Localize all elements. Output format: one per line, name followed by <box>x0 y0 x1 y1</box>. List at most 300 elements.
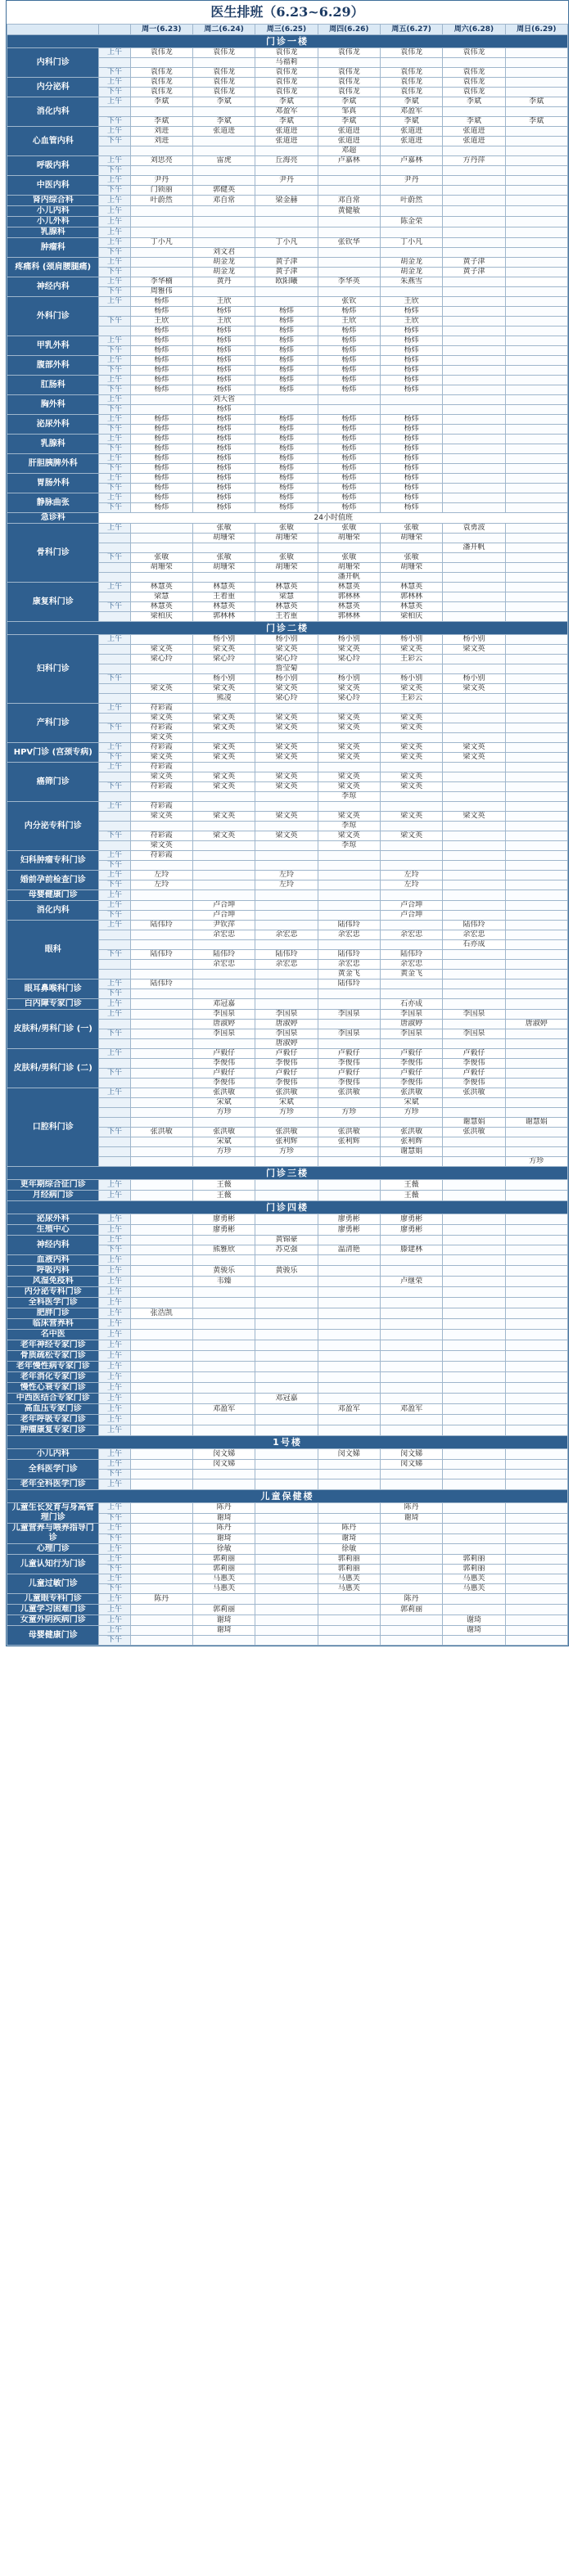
doctor-cell <box>505 664 567 674</box>
department-name: 胃肠外科 <box>7 474 99 493</box>
doctor-cell: 杨炜 <box>130 435 192 444</box>
doctor-cell <box>130 248 192 258</box>
doctor-cell: 杨炜 <box>380 327 442 336</box>
doctor-cell: 李俊伟 <box>443 1079 505 1088</box>
doctor-cell <box>443 1245 505 1255</box>
time-period <box>99 733 130 743</box>
doctor-cell <box>505 635 567 645</box>
doctor-cell: 方珍 <box>255 1147 318 1157</box>
doctor-cell: 杨小别 <box>443 635 505 645</box>
doctor-cell: 梁文英 <box>130 645 192 655</box>
doctor-cell <box>380 861 442 871</box>
doctor-cell: 宋斌 <box>380 1098 442 1108</box>
time-period <box>99 543 130 553</box>
doctor-cell <box>505 107 567 117</box>
doctor-cell <box>443 861 505 871</box>
schedule-row <box>7 277 568 287</box>
time-period: 下午 <box>99 385 130 395</box>
doctor-cell: 梁文英 <box>192 723 255 733</box>
time-period: 下午 <box>99 723 130 733</box>
doctor-cell: 陆伟玲 <box>130 950 192 960</box>
doctor-cell: 杨小别 <box>380 635 442 645</box>
doctor-cell <box>192 1415 255 1425</box>
doctor-cell: 张利辉 <box>380 1137 442 1147</box>
time-period: 上午 <box>99 176 130 186</box>
doctor-cell: 杨炜 <box>380 425 442 435</box>
doctor-cell: 郭林林 <box>192 612 255 622</box>
doctor-cell <box>192 287 255 297</box>
doctor-cell <box>255 248 318 258</box>
doctor-cell <box>443 327 505 336</box>
doctor-cell <box>380 841 442 851</box>
day-header: 周四(6.26) <box>318 25 380 35</box>
doctor-cell <box>443 1108 505 1118</box>
doctor-cell: 袁伟龙 <box>380 68 442 78</box>
doctor-cell <box>192 1594 255 1605</box>
schedule-row <box>7 1330 568 1340</box>
doctor-cell: 叶蔚然 <box>380 196 442 206</box>
doctor-cell: 杨炜 <box>255 435 318 444</box>
doctor-cell: 陈金荣 <box>380 217 442 227</box>
doctor-cell <box>443 1479 505 1490</box>
doctor-cell <box>505 871 567 880</box>
schedule-row <box>7 217 568 227</box>
doctor-cell: 袁伟龙 <box>443 78 505 88</box>
department-name: 儿童认知行为门诊 <box>7 1555 99 1574</box>
doctor-cell <box>192 1340 255 1351</box>
section-title: 1号楼 <box>7 1436 568 1449</box>
doctor-cell <box>255 146 318 156</box>
doctor-cell <box>318 1039 380 1049</box>
doctor-cell <box>443 454 505 464</box>
doctor-cell <box>255 1470 318 1479</box>
time-period: 上午 <box>99 97 130 107</box>
doctor-cell <box>443 1287 505 1298</box>
doctor-cell <box>380 405 442 415</box>
doctor-cell <box>255 1404 318 1415</box>
doctor-cell: 方珍 <box>192 1108 255 1118</box>
doctor-cell: 杨炜 <box>255 474 318 484</box>
time-period <box>99 327 130 336</box>
doctor-cell: 刘思亮 <box>130 156 192 166</box>
doctor-cell: 符彩霞 <box>130 743 192 753</box>
doctor-cell <box>130 1157 192 1167</box>
doctor-cell <box>192 851 255 861</box>
doctor-cell <box>255 1555 318 1565</box>
doctor-cell: 梁文英 <box>192 684 255 694</box>
doctor-cell: 梁文英 <box>380 772 442 782</box>
time-period: 上午 <box>99 1626 130 1636</box>
doctor-cell <box>130 1574 192 1584</box>
doctor-cell: 马惠芙 <box>192 1574 255 1584</box>
doctor-cell <box>505 68 567 78</box>
doctor-cell: 梁柏庆 <box>130 612 192 622</box>
doctor-cell: 李斌 <box>380 97 442 107</box>
doctor-cell <box>255 921 318 930</box>
doctor-cell: 梁心玲 <box>318 655 380 664</box>
doctor-cell <box>380 1626 442 1636</box>
department-name: 儿童学习困难门诊 <box>7 1605 99 1615</box>
doctor-cell <box>130 1029 192 1039</box>
time-period: 上午 <box>99 921 130 930</box>
time-period: 上午 <box>99 474 130 484</box>
doctor-cell: 张敏 <box>318 553 380 563</box>
department-name: 消化内科 <box>7 901 99 921</box>
doctor-cell <box>318 1460 380 1470</box>
doctor-cell: 李斌 <box>255 117 318 127</box>
doctor-cell <box>130 1266 192 1277</box>
doctor-cell <box>380 763 442 772</box>
doctor-cell <box>505 1330 567 1340</box>
doctor-cell: 张道进 <box>318 127 380 137</box>
time-period: 上午 <box>99 356 130 366</box>
doctor-cell: 韦臻 <box>192 1277 255 1287</box>
time-period: 上午 <box>99 1503 130 1514</box>
doctor-cell <box>255 1298 318 1308</box>
schedule-row <box>7 871 568 880</box>
doctor-cell <box>505 534 567 543</box>
doctor-cell <box>505 297 567 307</box>
schedule-row <box>7 336 568 346</box>
day-header: 周二(6.24) <box>192 25 255 35</box>
doctor-cell: 刘进 <box>130 137 192 146</box>
doctor-cell <box>505 861 567 871</box>
doctor-cell: 尹丹 <box>130 176 192 186</box>
schedule-row <box>7 1415 568 1425</box>
doctor-cell <box>318 1191 380 1201</box>
doctor-cell <box>443 166 505 176</box>
doctor-cell: 李国泉 <box>443 1010 505 1020</box>
doctor-cell: 梁心玲 <box>318 694 380 704</box>
doctor-cell: 余宏忠 <box>255 960 318 970</box>
doctor-cell <box>255 890 318 901</box>
doctor-cell: 杨炜 <box>192 464 255 474</box>
doctor-cell <box>505 822 567 831</box>
doctor-cell <box>192 227 255 238</box>
doctor-cell: 张洪敏 <box>255 1128 318 1137</box>
doctor-cell <box>130 395 192 405</box>
doctor-cell: 陈丹 <box>380 1503 442 1514</box>
time-period: 下午 <box>99 268 130 277</box>
doctor-cell: 张钦 <box>318 297 380 307</box>
doctor-cell <box>443 484 505 493</box>
department-name: 泌尿外科 <box>7 1214 99 1225</box>
department-name: 消化内科 <box>7 97 99 127</box>
doctor-cell: 杨炜 <box>130 297 192 307</box>
doctor-cell <box>505 206 567 217</box>
doctor-cell <box>192 1470 255 1479</box>
doctor-cell <box>505 655 567 664</box>
doctor-cell <box>380 733 442 743</box>
doctor-cell: 胡金龙 <box>380 258 442 268</box>
doctor-cell <box>505 1088 567 1098</box>
doctor-cell <box>443 186 505 196</box>
doctor-cell: 李斌 <box>130 97 192 107</box>
doctor-cell <box>255 999 318 1010</box>
doctor-cell <box>443 336 505 346</box>
doctor-cell <box>443 1098 505 1108</box>
doctor-cell <box>505 146 567 156</box>
doctor-cell <box>130 1049 192 1059</box>
doctor-cell: 郭健英 <box>192 186 255 196</box>
doctor-cell: 郭莉丽 <box>380 1605 442 1615</box>
schedule-row <box>7 1362 568 1372</box>
doctor-cell: 张洪敏 <box>443 1128 505 1137</box>
doctor-cell <box>443 553 505 563</box>
doctor-cell <box>505 1191 567 1201</box>
time-period: 上午 <box>99 415 130 425</box>
doctor-cell: 左玲 <box>380 880 442 890</box>
doctor-cell <box>443 1214 505 1225</box>
doctor-cell <box>505 880 567 890</box>
doctor-cell: 杨炜 <box>192 503 255 513</box>
doctor-cell <box>443 901 505 911</box>
doctor-cell: 梁文英 <box>255 812 318 822</box>
doctor-cell <box>130 1555 192 1565</box>
time-period <box>99 694 130 704</box>
department-name: 儿童营养与喂养指导门诊 <box>7 1524 99 1544</box>
doctor-cell: 余宏忠 <box>380 930 442 940</box>
doctor-cell <box>505 1626 567 1636</box>
doctor-cell: 谢琦 <box>318 1533 380 1544</box>
doctor-cell <box>443 196 505 206</box>
time-period: 上午 <box>99 1425 130 1436</box>
doctor-cell <box>505 782 567 792</box>
department-name: 神经内科 <box>7 277 99 297</box>
doctor-cell: 杨炜 <box>380 415 442 425</box>
doctor-cell <box>130 1362 192 1372</box>
doctor-cell <box>505 1615 567 1626</box>
department-name: 眼科 <box>7 921 99 980</box>
time-period: 下午 <box>99 405 130 415</box>
doctor-cell: 梁文英 <box>318 645 380 655</box>
time-period: 上午 <box>99 1415 130 1425</box>
department-name: 月经病门诊 <box>7 1191 99 1201</box>
doctor-cell <box>130 1470 192 1479</box>
doctor-cell <box>380 1533 442 1544</box>
doctor-cell <box>380 1308 442 1319</box>
doctor-cell <box>318 1605 380 1615</box>
doctor-cell <box>255 851 318 861</box>
doctor-cell <box>255 1584 318 1594</box>
department-name: 生殖中心 <box>7 1225 99 1236</box>
doctor-cell <box>505 602 567 612</box>
doctor-cell <box>505 336 567 346</box>
doctor-cell <box>443 911 505 921</box>
doctor-cell <box>505 356 567 366</box>
doctor-cell <box>505 1308 567 1319</box>
doctor-cell <box>505 812 567 822</box>
doctor-cell <box>443 563 505 573</box>
doctor-cell: 李琼 <box>318 841 380 851</box>
schedule-row <box>7 454 568 464</box>
doctor-cell: 王欣 <box>192 297 255 307</box>
schedule-row <box>7 435 568 444</box>
doctor-cell <box>380 1383 442 1394</box>
doctor-cell: 杨炜 <box>318 425 380 435</box>
time-period: 上午 <box>99 1340 130 1351</box>
doctor-cell: 郭莉丽 <box>443 1555 505 1565</box>
doctor-cell <box>443 307 505 317</box>
doctor-cell <box>505 960 567 970</box>
doctor-cell: 张洪敏 <box>318 1128 380 1137</box>
doctor-cell: 廖勇彬 <box>318 1214 380 1225</box>
doctor-cell <box>192 861 255 871</box>
doctor-cell <box>130 890 192 901</box>
doctor-cell <box>255 1362 318 1372</box>
doctor-cell <box>443 227 505 238</box>
doctor-cell: 左玲 <box>255 880 318 890</box>
time-period: 上午 <box>99 1088 130 1098</box>
doctor-cell <box>505 277 567 287</box>
doctor-cell <box>192 1298 255 1308</box>
doctor-cell <box>505 1415 567 1425</box>
doctor-cell: 杨炜 <box>380 454 442 464</box>
doctor-cell <box>318 802 380 812</box>
header-blank <box>7 25 99 35</box>
doctor-cell <box>255 980 318 989</box>
schedule-row <box>7 921 568 930</box>
doctor-cell <box>318 1503 380 1514</box>
doctor-cell: 潘开帆 <box>443 543 505 553</box>
doctor-cell: 李斌 <box>255 97 318 107</box>
doctor-cell <box>443 1277 505 1287</box>
doctor-cell <box>505 1372 567 1383</box>
doctor-cell: 袁伟龙 <box>318 68 380 78</box>
department-name: 名中医 <box>7 1330 99 1340</box>
schedule-row <box>7 1266 568 1277</box>
doctor-cell <box>318 1255 380 1266</box>
doctor-cell <box>255 1330 318 1340</box>
time-period <box>99 684 130 694</box>
doctor-cell: 尹钦萍 <box>192 921 255 930</box>
time-period <box>99 792 130 802</box>
doctor-cell <box>505 1147 567 1157</box>
doctor-cell: 杨炜 <box>130 346 192 356</box>
doctor-cell <box>255 1533 318 1544</box>
doctor-cell <box>505 493 567 503</box>
doctor-cell <box>130 999 192 1010</box>
schedule-row <box>7 1479 568 1490</box>
time-period: 下午 <box>99 484 130 493</box>
doctor-cell: 梁文英 <box>380 831 442 841</box>
doctor-cell: 郭莉丽 <box>192 1555 255 1565</box>
doctor-cell <box>192 841 255 851</box>
doctor-cell <box>130 1214 192 1225</box>
doctor-cell <box>130 1277 192 1287</box>
time-period: 上午 <box>99 435 130 444</box>
day-header: 周五(6.27) <box>380 25 442 35</box>
doctor-cell: 杨炜 <box>318 307 380 317</box>
doctor-cell: 黄锦豪 <box>255 1236 318 1245</box>
doctor-cell: 李国泉 <box>255 1029 318 1039</box>
doctor-cell <box>318 664 380 674</box>
doctor-cell <box>130 1319 192 1330</box>
doctor-cell: 张浩凯 <box>130 1308 192 1319</box>
doctor-cell: 刘文君 <box>192 248 255 258</box>
time-period: 上午 <box>99 743 130 753</box>
doctor-cell <box>505 890 567 901</box>
doctor-cell: 卢嘉林 <box>380 156 442 166</box>
doctor-cell <box>505 1049 567 1059</box>
doctor-cell: 杨炜 <box>130 376 192 385</box>
doctor-cell <box>318 1351 380 1362</box>
doctor-cell <box>318 1394 380 1404</box>
doctor-cell: 梁慧 <box>130 592 192 602</box>
doctor-cell: 杨炜 <box>130 356 192 366</box>
doctor-cell: 卢毅仔 <box>192 1049 255 1059</box>
department-name: 泌尿外科 <box>7 415 99 435</box>
doctor-cell: 梁文英 <box>255 772 318 782</box>
doctor-cell <box>130 1626 192 1636</box>
time-period <box>99 1020 130 1029</box>
doctor-cell: 梁文英 <box>255 831 318 841</box>
doctor-cell <box>443 474 505 484</box>
doctor-cell <box>505 248 567 258</box>
doctor-cell <box>380 1636 442 1646</box>
doctor-cell: 梁文英 <box>443 645 505 655</box>
doctor-cell: 杨小别 <box>443 674 505 684</box>
time-period <box>99 1137 130 1147</box>
doctor-cell <box>505 346 567 356</box>
doctor-cell: 王彩云 <box>380 655 442 664</box>
doctor-cell <box>255 1503 318 1514</box>
doctor-cell: 杨炜 <box>192 474 255 484</box>
doctor-cell: 郭莉丽 <box>318 1565 380 1574</box>
doctor-cell: 胡金龙 <box>192 258 255 268</box>
doctor-cell: 梁文英 <box>380 753 442 763</box>
doctor-cell <box>255 1513 318 1524</box>
doctor-cell: 符彩霞 <box>130 763 192 772</box>
doctor-cell <box>255 1605 318 1615</box>
doctor-cell <box>130 1079 192 1088</box>
department-name: 小儿内科 <box>7 206 99 217</box>
doctor-cell <box>505 1351 567 1362</box>
doctor-cell <box>505 645 567 655</box>
department-name: 内分泌科 <box>7 78 99 97</box>
doctor-cell <box>443 1513 505 1524</box>
doctor-cell: 张洪敏 <box>255 1088 318 1098</box>
doctor-cell <box>443 277 505 287</box>
schedule-row <box>7 1277 568 1287</box>
time-period <box>99 1118 130 1128</box>
doctor-cell: 梁文英 <box>130 733 192 743</box>
time-period: 下午 <box>99 166 130 176</box>
doctor-cell <box>130 1098 192 1108</box>
doctor-cell <box>443 1191 505 1201</box>
doctor-cell <box>130 989 192 999</box>
doctor-cell <box>505 911 567 921</box>
doctor-cell: 梁文英 <box>380 723 442 733</box>
doctor-cell <box>130 930 192 940</box>
doctor-cell: 李斌 <box>130 117 192 127</box>
time-period: 上午 <box>99 999 130 1010</box>
doctor-cell <box>255 1449 318 1460</box>
doctor-cell <box>130 1039 192 1049</box>
schedule-row <box>7 1340 568 1351</box>
time-period: 上午 <box>99 1372 130 1383</box>
doctor-cell <box>505 1039 567 1049</box>
doctor-cell: 袁伟龙 <box>130 68 192 78</box>
doctor-cell: 林慧英 <box>380 602 442 612</box>
schedule-row <box>7 1449 568 1460</box>
department-name: 骨质疏松专家门诊 <box>7 1351 99 1362</box>
doctor-cell: 马惠芙 <box>318 1584 380 1594</box>
doctor-cell <box>443 1415 505 1425</box>
doctor-cell <box>130 268 192 277</box>
doctor-cell: 余宏忠 <box>318 960 380 970</box>
doctor-cell: 杨小别 <box>192 674 255 684</box>
